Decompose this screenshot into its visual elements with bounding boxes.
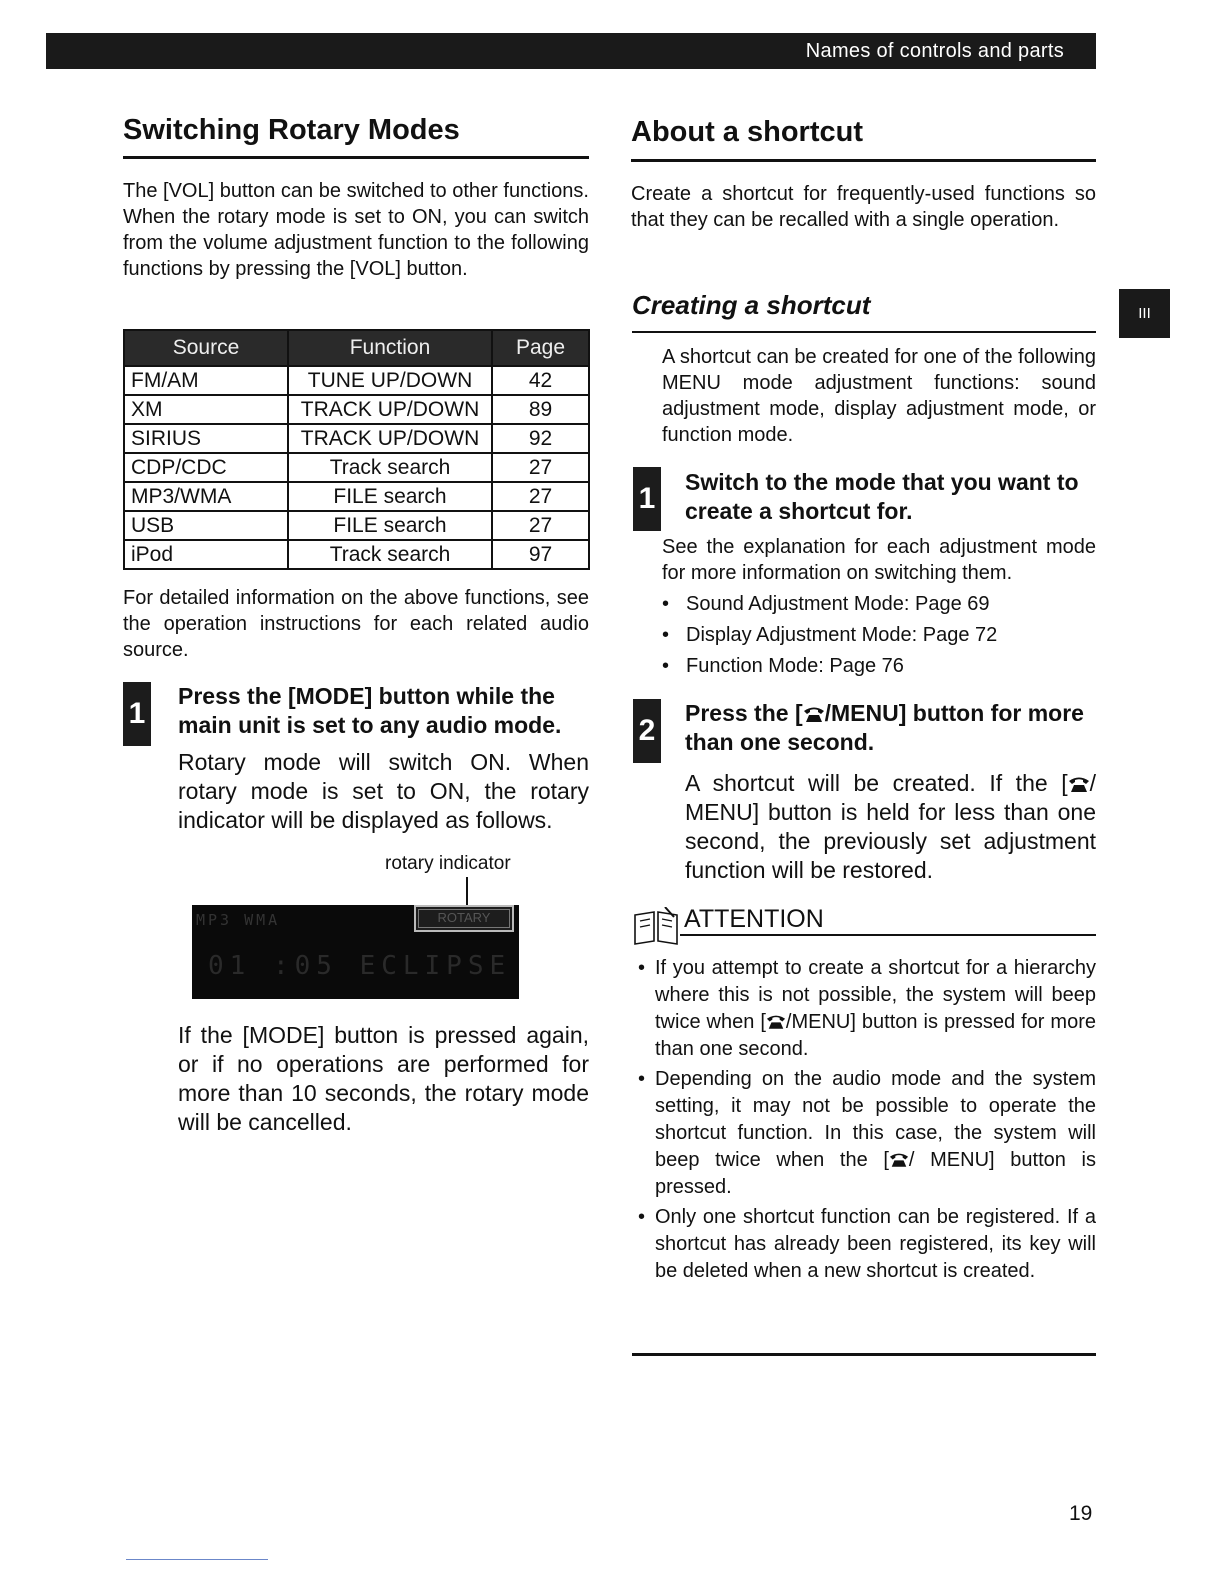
table-header-function: Function bbox=[288, 330, 492, 366]
after-table-note: For detailed information on the above functions, see the operation instructions for each related audio source. bbox=[123, 587, 589, 661]
attention-text: /MENU] button is pressed for more than one second. bbox=[655, 1011, 1096, 1060]
cell-function: TRACK UP/DOWN bbox=[288, 395, 492, 424]
attention-item bbox=[638, 1204, 1096, 1285]
cell-source: SIRIUS bbox=[124, 424, 288, 453]
phone-icon bbox=[889, 1151, 909, 1168]
step2-body-pre: A shortcut will be created. If the [ bbox=[685, 770, 1068, 796]
table-row bbox=[124, 540, 589, 569]
cell-function: TUNE UP/DOWN bbox=[288, 366, 492, 395]
left-intro: The [VOL] button can be switched to other functions. When the rotary mode is set to ON, you can switch from the volume adjustment function to the following functions by pressing the [VOL] button. bbox=[123, 180, 589, 280]
right-title: About a shortcut bbox=[631, 116, 863, 148]
cell-function: FILE search bbox=[288, 511, 492, 540]
cell-source: CDP/CDC bbox=[124, 453, 288, 482]
list-item: • Sound Adjustment Mode: Page 69 bbox=[662, 589, 997, 620]
cell-function: FILE search bbox=[288, 482, 492, 511]
left-step-body: Rotary mode will switch ON. When rotary mode is set to ON, the rotary indicator will be displayed as follows. bbox=[178, 749, 589, 833]
attention-text: Only one shortcut function can be registered. If a shortcut has already been registered, its key will be deleted when a new shortcut is created. bbox=[655, 1206, 1096, 1282]
list-item: • Display Adjustment Mode: Page 72 bbox=[662, 620, 997, 651]
left-step-number: 1 bbox=[123, 682, 151, 746]
cell-page: 27 bbox=[492, 511, 589, 540]
attention-book-icon bbox=[632, 907, 680, 947]
right-step1-body: See the explanation for each adjustment mode for more information on switching them. bbox=[662, 536, 1096, 584]
left-closing: If the [MODE] button is pressed again, or if no operations are performed for more than 10 seconds, the rotary mode will be cancelled. bbox=[178, 1022, 589, 1135]
cell-source: XM bbox=[124, 395, 288, 424]
chapter-tab: III bbox=[1119, 289, 1170, 338]
table-row bbox=[124, 366, 589, 395]
table-row bbox=[124, 395, 589, 424]
attention-end-rule bbox=[632, 1353, 1096, 1356]
cell-page: 97 bbox=[492, 540, 589, 569]
section-title: Names of controls and parts bbox=[805, 40, 1064, 62]
left-title-rule bbox=[123, 156, 589, 159]
attention-list bbox=[638, 955, 1096, 1288]
mode-page-list bbox=[662, 589, 997, 682]
cell-function: TRACK UP/DOWN bbox=[288, 424, 492, 453]
creating-shortcut-subtitle: Creating a shortcut bbox=[632, 290, 871, 320]
table-row bbox=[124, 511, 589, 540]
right-step2-number: 2 bbox=[633, 699, 661, 763]
table-header-row bbox=[124, 330, 589, 366]
cell-page: 27 bbox=[492, 482, 589, 511]
attention-item bbox=[638, 1066, 1096, 1201]
cell-function: Track search bbox=[288, 453, 492, 482]
display-source-text: MP3 WMA bbox=[196, 911, 281, 929]
right-step2-title bbox=[685, 699, 1096, 757]
attention-item bbox=[638, 955, 1096, 1063]
rotary-functions-table bbox=[123, 329, 590, 570]
attention-label: ATTENTION bbox=[684, 905, 824, 933]
step2-body-post: / MENU] button is held for less than one second, the previously set adjustment function will be restored. bbox=[685, 770, 1096, 883]
cell-function: Track search bbox=[288, 540, 492, 569]
phone-icon bbox=[1068, 775, 1090, 793]
cell-source: FM/AM bbox=[124, 366, 288, 395]
table-header-page: Page bbox=[492, 330, 589, 366]
phone-icon bbox=[766, 1013, 786, 1030]
cell-source: MP3/WMA bbox=[124, 482, 288, 511]
sub-intro: A shortcut can be created for one of the following MENU mode adjustment functions: sound adjustment mode, display adjustment mode, or function mode. bbox=[662, 346, 1096, 446]
step2-title-post: /MENU] button for more than one second. bbox=[685, 700, 1084, 755]
attention-text: If you attempt to create a shortcut for a hierarchy where this is not possible, the system will beep twice when [ bbox=[655, 957, 1096, 1033]
page-number: 19 bbox=[1069, 1502, 1093, 1525]
display-track-text: 01 :05 ECLIPSE bbox=[208, 951, 512, 981]
attention-text: / MENU] button is pressed. bbox=[655, 1149, 1096, 1198]
cell-page: 42 bbox=[492, 366, 589, 395]
callout-leader-line bbox=[466, 877, 468, 905]
right-step1-title: Switch to the mode that you want to create a shortcut for. bbox=[685, 469, 1079, 524]
table-row bbox=[124, 424, 589, 453]
left-title: Switching Rotary Modes bbox=[123, 114, 460, 146]
list-item: • Function Mode: Page 76 bbox=[662, 651, 997, 682]
bottom-mark-line bbox=[126, 1559, 268, 1560]
cell-page: 92 bbox=[492, 424, 589, 453]
right-step1-number: 1 bbox=[633, 467, 661, 531]
rotary-indicator-badge: ROTARY bbox=[414, 905, 514, 932]
left-step-title: Press the [MODE] button while the main unit is set to any audio mode. bbox=[178, 683, 562, 738]
attention-rule bbox=[680, 934, 1096, 936]
subtitle-rule bbox=[632, 331, 1096, 333]
rotary-indicator-callout: rotary indicator bbox=[385, 853, 511, 874]
table-header-source: Source bbox=[124, 330, 288, 366]
cell-page: 27 bbox=[492, 453, 589, 482]
right-step2-body bbox=[685, 769, 1096, 885]
right-title-rule bbox=[631, 159, 1096, 162]
right-intro: Create a shortcut for frequently-used functions so that they can be recalled with a single operation. bbox=[631, 183, 1096, 231]
cell-page: 89 bbox=[492, 395, 589, 424]
table-row bbox=[124, 453, 589, 482]
cell-source: iPod bbox=[124, 540, 288, 569]
attention-text: Depending on the audio mode and the system setting, it may not be possible to operate the shortcut function. In this case, the system will beep twice when the [ bbox=[655, 1068, 1096, 1171]
rotary-display-image bbox=[192, 905, 519, 999]
table-row bbox=[124, 482, 589, 511]
header-bar bbox=[46, 33, 1096, 69]
phone-icon bbox=[803, 705, 825, 723]
cell-source: USB bbox=[124, 511, 288, 540]
step2-title-pre: Press the [ bbox=[685, 700, 803, 726]
